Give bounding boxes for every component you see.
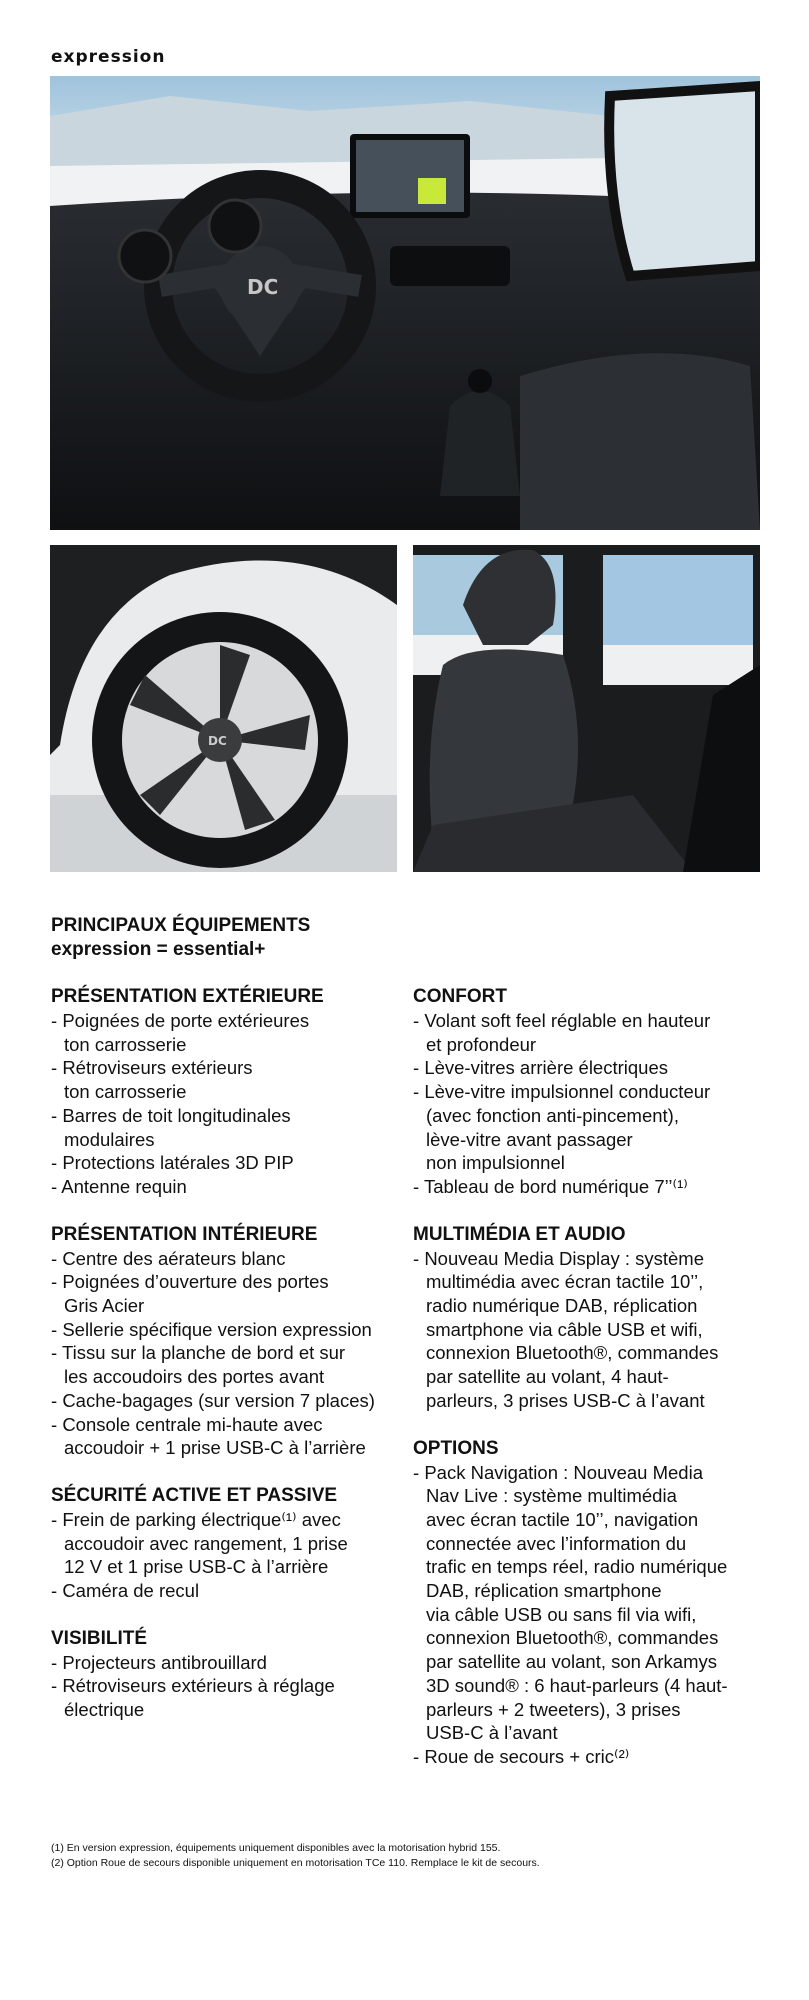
equipment-item: - Lève-vitres arrière électriques bbox=[413, 1056, 773, 1080]
equipment-section bbox=[51, 985, 411, 1199]
equipment-item: - Console centrale mi-haute avec accoudoir + 1 prise USB-C à l’arrière bbox=[51, 1413, 411, 1460]
equipment-item: - Protections latérales 3D PIP bbox=[51, 1151, 411, 1175]
equipment-section bbox=[51, 1484, 411, 1603]
footnote-1: (1) En version expression, équipements uniquement disponibles avec la motorisation hybrid 155. bbox=[51, 1842, 501, 1854]
section-title: SÉCURITÉ ACTIVE ET PASSIVE bbox=[51, 1484, 338, 1506]
equipment-list bbox=[413, 1247, 773, 1413]
equipment-item: - Caméra de recul bbox=[51, 1579, 411, 1603]
equipment-list bbox=[51, 1247, 411, 1460]
equipment-item: - Tableau de bord numérique 7’’⁽¹⁾ bbox=[413, 1175, 773, 1199]
equipment-section bbox=[51, 1223, 411, 1460]
brand-title: expression bbox=[51, 47, 166, 67]
svg-text:DC: DC bbox=[208, 734, 227, 748]
alloy-wheel-photo bbox=[50, 545, 397, 872]
equipment-list bbox=[51, 1009, 411, 1199]
equipment-item: - Centre des aérateurs blanc bbox=[51, 1247, 411, 1271]
equipment-item: - Poignées d’ouverture des portes Gris Acier bbox=[51, 1270, 411, 1317]
equipment-section bbox=[413, 1223, 773, 1413]
equipment-item: - Barres de toit longitudinales modulaires bbox=[51, 1104, 411, 1151]
equipment-list bbox=[51, 1651, 411, 1722]
dashboard-interior-photo bbox=[50, 76, 760, 530]
equipment-list bbox=[413, 1009, 773, 1199]
equipment-item: - Volant soft feel réglable en hauteur et profondeur bbox=[413, 1009, 773, 1056]
footnotes bbox=[51, 1841, 540, 1871]
equipment-section bbox=[413, 1437, 773, 1769]
equipment-item: - Pack Navigation : Nouveau Media Nav Live : système multimédia avec écran tactile 10’’, navigation connectée avec l’information du trafic en temps réel, radio numérique DAB, réplication smartphone via câble USB ou sans fil via wifi, connexion Bluetooth®, commandes par satellite au volant, son Arkamys 3D sound® : 6 haut-parleurs (4 haut- parleurs + 2 tweeters), 3 prises USB-C à l’avant bbox=[413, 1461, 773, 1745]
equipment-item: - Tissu sur la planche de bord et sur les accoudoirs des portes avant bbox=[51, 1341, 411, 1388]
equipment-item: - Frein de parking électrique⁽¹⁾ avec accoudoir avec rangement, 1 prise 12 V et 1 prise USB-C à l’arrière bbox=[51, 1508, 411, 1579]
equipment-item: - Projecteurs antibrouillard bbox=[51, 1651, 411, 1675]
equipment-item: - Cache-bagages (sur version 7 places) bbox=[51, 1389, 411, 1413]
svg-text:DC: DC bbox=[247, 275, 279, 299]
equipment-item: - Nouveau Media Display : système multimédia avec écran tactile 10’’, radio numérique DAB, réplication smartphone via câble USB et wifi, connexion Bluetooth®, commandes par satellite au volant, 4 haut- parleurs, 3 prises USB-C à l’avant bbox=[413, 1247, 773, 1413]
equipment-item: - Sellerie spécifique version expression bbox=[51, 1318, 411, 1342]
equipment-item: - Antenne requin bbox=[51, 1175, 411, 1199]
section-title: MULTIMÉDIA ET AUDIO bbox=[413, 1223, 626, 1245]
equipment-section bbox=[51, 1627, 411, 1722]
section-title: OPTIONS bbox=[413, 1437, 499, 1459]
equipment-item: - Roue de secours + cric⁽²⁾ bbox=[413, 1745, 773, 1769]
equipment-item: - Rétroviseurs extérieurs ton carrosserie bbox=[51, 1056, 411, 1103]
equipment-section bbox=[413, 985, 773, 1199]
heading-line-1: PRINCIPAUX ÉQUIPEMENTS bbox=[51, 915, 311, 936]
equipment-item: - Rétroviseurs extérieurs à réglage électrique bbox=[51, 1674, 411, 1721]
front-seat-photo bbox=[413, 545, 760, 872]
heading-line-2: expression = essential+ bbox=[51, 939, 266, 960]
footnote-2: (2) Option Roue de secours disponible uniquement en motorisation TCe 110. Remplace le kit de secours. bbox=[51, 1857, 540, 1869]
section-title: PRÉSENTATION EXTÉRIEURE bbox=[51, 986, 324, 1007]
equipment-list bbox=[51, 1508, 411, 1603]
section-title: PRÉSENTATION INTÉRIEURE bbox=[51, 1223, 318, 1245]
equipment-item: - Poignées de porte extérieures ton carrosserie bbox=[51, 1009, 411, 1056]
equipment-item: - Lève-vitre impulsionnel conducteur (avec fonction anti-pincement), lève-vitre avant passager non impulsionnel bbox=[413, 1080, 773, 1175]
section-title: VISIBILITÉ bbox=[51, 1627, 148, 1649]
right-column bbox=[413, 985, 773, 1793]
equipment-list bbox=[413, 1461, 773, 1769]
left-column bbox=[51, 985, 411, 1746]
main-equipment-heading bbox=[51, 914, 310, 962]
section-title: CONFORT bbox=[413, 986, 507, 1007]
